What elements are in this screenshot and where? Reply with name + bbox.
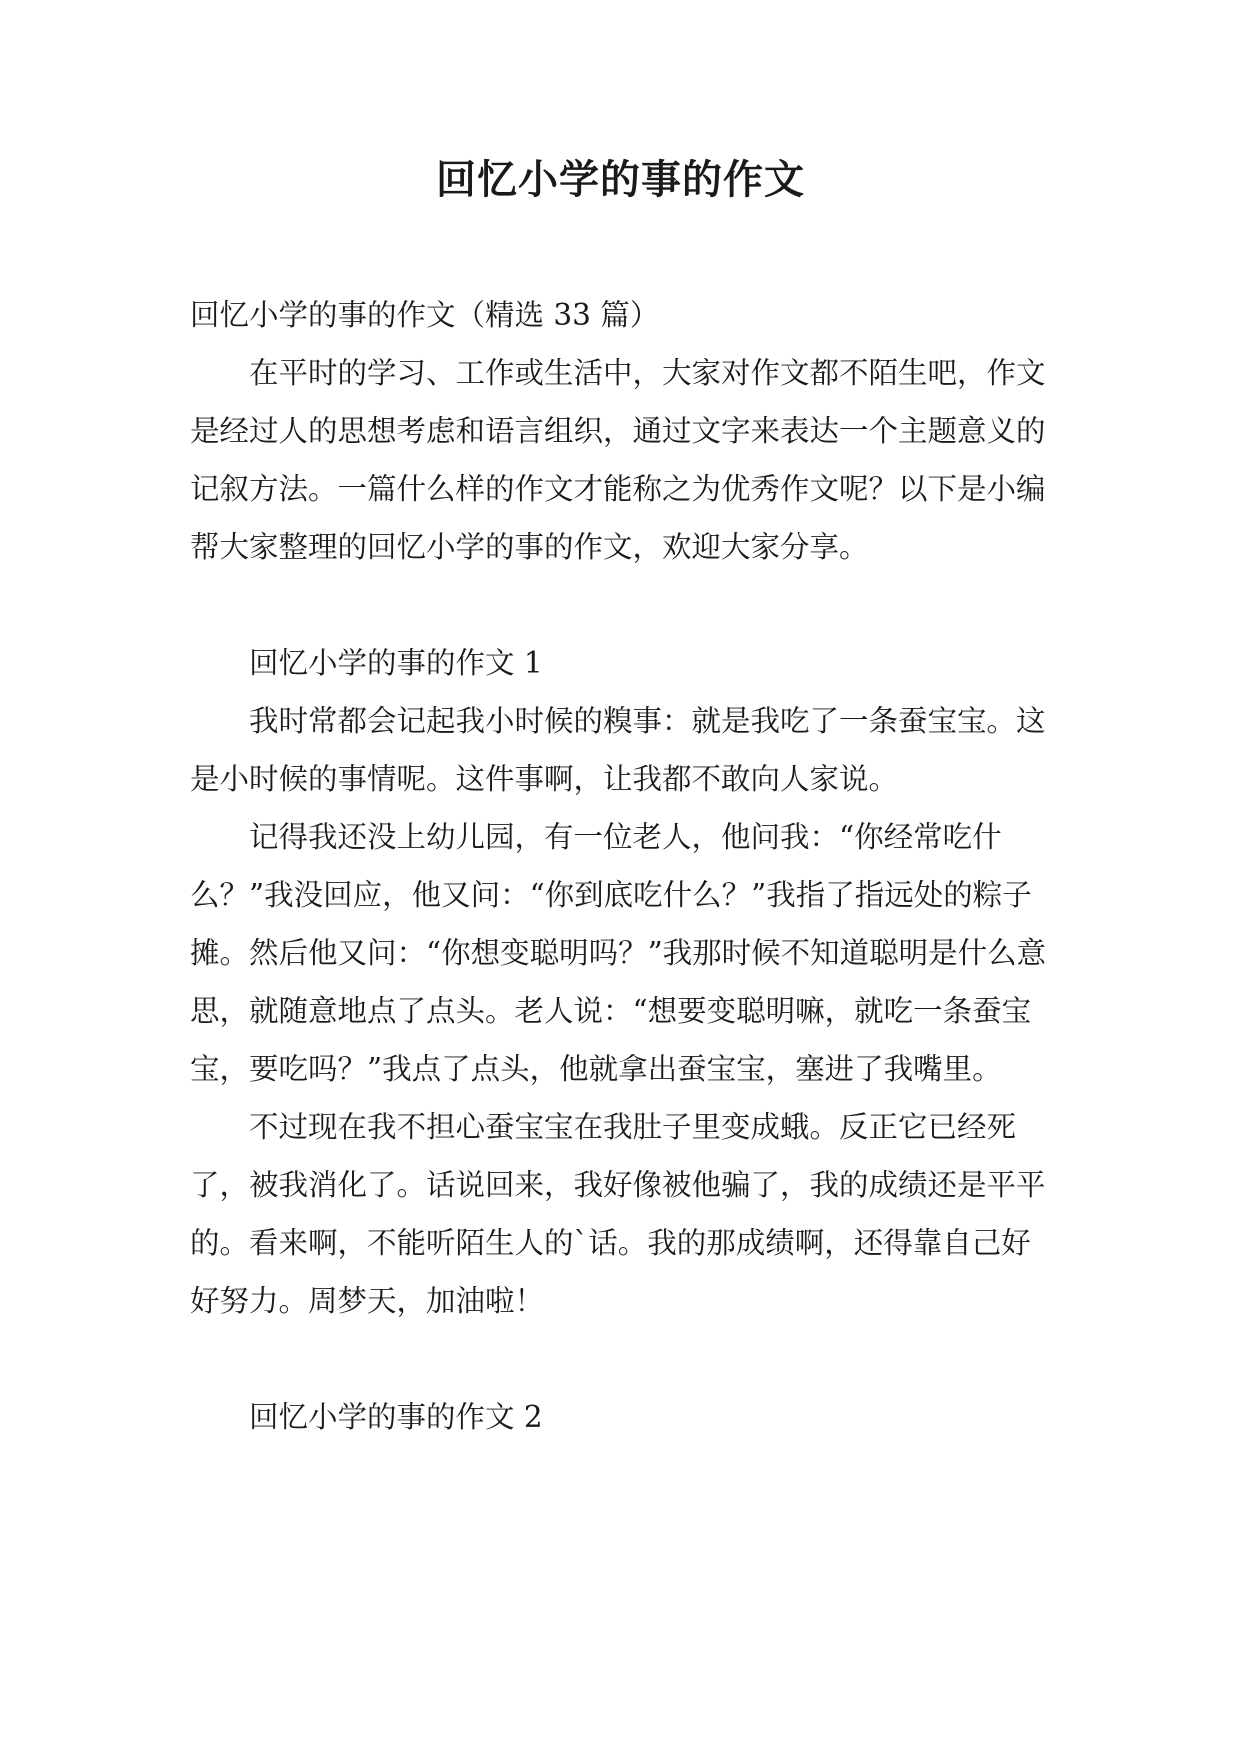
document-title: 回忆小学的事的作文 — [436, 157, 805, 203]
document-body — [190, 286, 1060, 1446]
section-spacer — [190, 1330, 1060, 1388]
section-spacer — [190, 576, 1060, 634]
essay-heading: 回忆小学的事的作文 2 — [249, 1400, 543, 1434]
essay-heading: 回忆小学的事的作文 1 — [249, 646, 543, 680]
intro-paragraph: 在平时的学习、工作或生活中，大家对作文都不陌生吧，作文是经过人的思想考虑和语言组织，通过文字来表达一个主题意义的记叙方法。一篇什么样的作文才能称之为优秀作文呢？以下是小编帮大家整理的回忆小学的事的作文，欢迎大家分享。 — [190, 356, 1046, 564]
essay-paragraph: 不过现在我不担心蚕宝宝在我肚子里变成蛾。反正它已经死了，被我消化了。话说回来，我好像被他骗了，我的成绩还是平平的。看来啊，不能听陌生人的`话。我的那成绩啊，还得靠自己好好努力。周梦天，加油啦！ — [190, 1110, 1046, 1318]
document-subtitle: 回忆小学的事的作文（精选 33 篇） — [190, 298, 660, 332]
essay-paragraph: 我时常都会记起我小时候的糗事：就是我吃了一条蚕宝宝。这是小时候的事情呢。这件事啊，让我都不敢向人家说。 — [190, 704, 1046, 796]
essay-paragraph: 记得我还没上幼儿园，有一位老人，他问我：“你经常吃什么？”我没回应，他又问：“你到底吃什么？”我指了指远处的粽子摊。然后他又问：“你想变聪明吗？”我那时候不知道聪明是什么意思，就随意地点了点头。老人说：“想要变聪明嘛，就吃一条蚕宝宝，要吃吗？”我点了点头，他就拿出蚕宝宝，塞进了我嘴里。 — [190, 820, 1047, 1086]
